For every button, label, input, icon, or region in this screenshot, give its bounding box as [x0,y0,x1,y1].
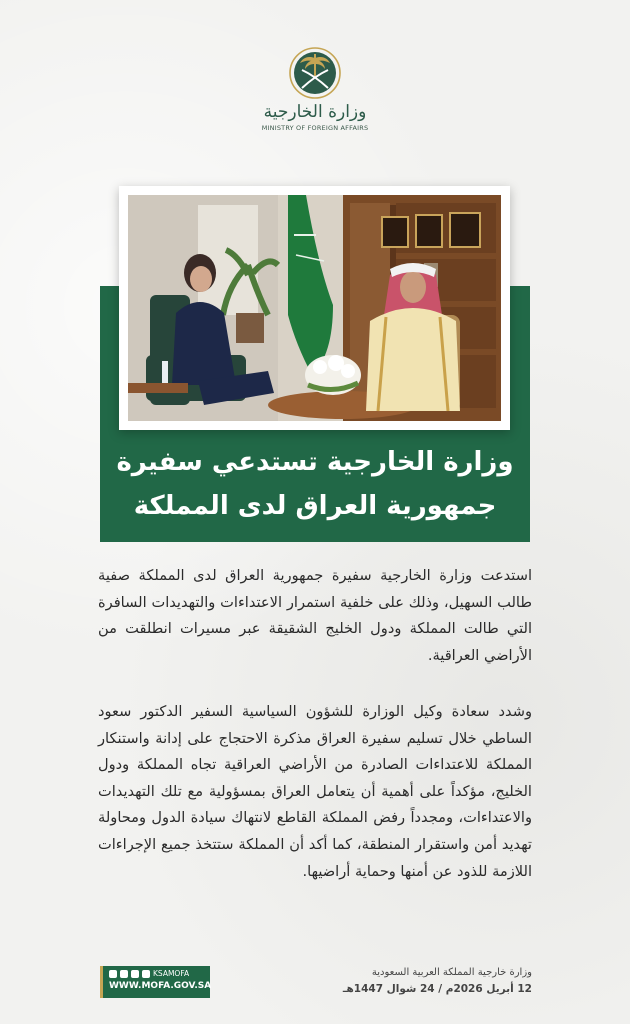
palm-and-swords-emblem-icon [287,46,343,100]
signature-date: 12 أبريل 2026م / 24 شوال 1447هـ [342,983,532,995]
headline [100,440,530,542]
meeting-photo [128,195,501,421]
body-paragraph-2: وشدد سعادة وكيل الوزارة للشؤون السياسية السفير الدكتور سعود الساطي خلال تسليم سفيرة العراق مذكرة الاحتجاج على إدانة واستنكار المملكة للاعتداءات الصادرة من الأراضي العراقية تجاه المملكة ودول الخليج، مؤكداً على أهمية أن يتعامل العراق بمسؤولية مع تلك التهديدات والاعتداءات، ومجدداً رفض المملكة القاطع لانتهاك سيادة الدول ومحاولة تهديد أمن واستقرار المنطقة، كما أكد أن المملكة ستتخذ جميع الإجراءات اللازمة للذود عن أمنها وحماية أراضيها. [98,703,532,880]
social-handle[interactable]: KSAMOFA [153,969,190,978]
body-paragraph-1: استدعت وزارة الخارجية سفيرة جمهورية العراق لدى المملكة صفية طالب السهيل، وذلك على خلفية استمرار الاعتداءات والتهديدات السافرة التي طالت المملكة ودول الخليج الشقيقة عبر مسيرات انطلقت من الأراضي العراقية. [98,567,532,664]
social-row [109,969,204,978]
ministry-logo [0,46,630,132]
headline-line-1: وزارة الخارجية تستدعي سفيرة [116,447,514,477]
headline-line-2: جمهورية العراق لدى المملكة [133,491,497,521]
youtube-icon[interactable] [109,970,117,978]
signature [343,966,532,998]
photo-frame [119,186,510,430]
instagram-icon[interactable] [131,970,139,978]
contact-badge [100,966,210,998]
logo-arabic-name: وزارة الخارجية [263,102,367,122]
x-icon[interactable] [142,970,150,978]
signature-ministry: وزارة خارجية المملكة العربية السعودية [371,967,532,978]
facebook-icon[interactable] [120,970,128,978]
website-link[interactable]: WWW.MOFA.GOV.SA [109,981,212,991]
logo-english-name: MINISTRY OF FOREIGN AFFAIRS [261,124,369,132]
